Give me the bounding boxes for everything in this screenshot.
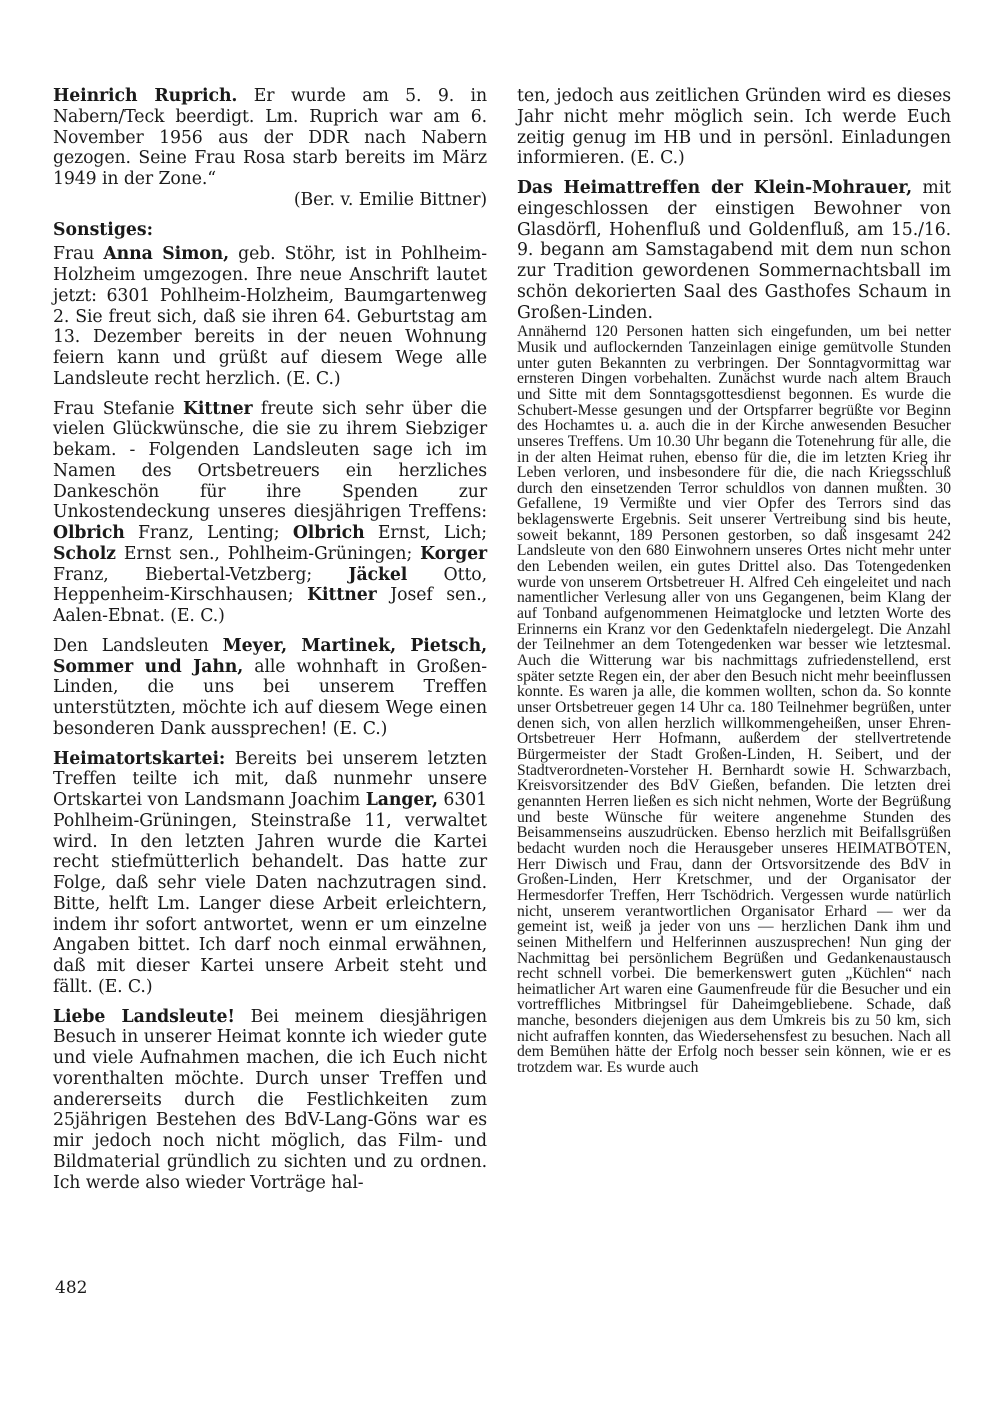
paragraph-report-small-print: Annähernd 120 Personen hatten sich eingefunden, um bei netter Musik und auflockernden Tanzeinlagen einige gemütvolle Stunden unter guten Bekannten zu verbringen. Der Sonntagvormittag war ernsteren Dingen vorbehalten. Zunächst wurde nach altem Brauch und Sitte mit dem Sonntagsgottesdienst begonnen. Es wurde die Schubert-Messe gesungen und der Ortspfarrer begrüßte vor Beginn des Hochamtes u. a. auch die in der Kirche anwesenden Besucher unseres Treffens. Um 10.30 Uhr begann die Totenehrung für alle, die in der alten Heimat ruhen, ebenso für die, die im letzten Krieg ihr Leben verloren, und insbesondere für die, die nach Kriegsschluß durch den einsetzenden Terror schuldlos von dannen mußten. 30 Gefallene, 19 Vermißte und vier Opfer des Terrors sind das beklagenswerte Ergebnis. Seit unserer Vertreibung sind bis heute, soweit bekannt, 189 Personen gestorben, so daß insgesamt 242 Landsleute von den 680 Einwohnern unseres Ortes nicht mehr unter den Lebenden weilen, ein gutes Drittel also. Das Totengedenken wurde von unserem Ortsbetreuer H. Alfred Ceh eingeleitet und nach namentlicher Verlesung aller von uns Gegangenen, beim Klang der auf Tonband aufgenommenen Heimatglocke und letzten Worte des Erinnerns ein Kranz vor den Gedenktafeln niedergelegt. Die Anzahl der Teilnehmer an dem Totengedenken war besser wie letztesmal. Auch die Witterung war bis nachmittags zufriedenstellend, erst später setzte Regen ein, der aber den Besuch nicht mehr beeinflussen konnte. Es waren ja alle, die kommen wollten, schon da. So konnte unser Ortsbetreuer gegen 14 Uhr ca. 180 Teilnehmer begrüßen, unter denen sich, von allen herzlich willkommengeheißen, unser Ehren-Ortsbetreuer Herr Hofmann, außerdem der stellvertretende Bürgermeister der Stadt Großen-Linden, H. Seibert, und der Stadtverordneten-Vorsteher H. Bernhardt sowie H. Schwarzbach, Kreisvorsitzender des BdV Gießen, befanden. Die letzten drei genannten Herren ließen es sich nicht nehmen, Worte der Begrüßung und beste Wünsche für weitere angenehme Stunden des Beisammenseins auszudrücken. Ebenso herzlich mit Beifallsgrüßen bedacht wurden noch die Herausgeber unseres HEIMATBOTEN, Herr Diwisch und Frau, dann der Ortsvorsitzende des BdV in Großen-Linden, Herr Kretschmer, und der Organisator der Hermesdorfer Treffen, Herr Tschödrich. Vergessen wurde natürlich nicht, unserem verantwortlichen Organisator Erhard — wer da gemeint ist, weiß ja jeder von uns — herzlichen Dank ihm und seinen Mithelfern und Helferinnen auszusprechen! Nun ging der Nachmittag bei persönlichem Begrüßen und Gedankenaustausch recht schnell vorbei. Die bemerkenswert guten „Küchlen“ nach heimatlicher Art waren eine Gaumenfreude für die Besucher und ein vortreffliches Mitbringsel für Daheimgebliebene. Schade, daß manche, besonders diejenigen aus dem Umkreis bis zu 50 km, sich nicht aufraffen konnten, das Wiedersehensfest zu besuchen. Nach all dem Bemühen hätte der Erfolg noch besser sein können, wie er es trotzdem war. Es wurde auch [517, 323, 951, 1077]
paragraph-continuation: ten, jedoch aus zeitlichen Gründen wird es dieses Jahr nicht mehr möglich sein. Ich werde Euch zeitig genug im HB und in persönl. Einladungen informieren. (E. C.) [517, 86, 951, 169]
paragraph-ruprich: Heinrich Ruprich. Er wurde am 5. 9. in Nabern/Teck beerdigt. Lm. Ruprich war am 6. November 1956 aus der DDR nach Nabern gezogen. Seine Frau Rosa starb bereits im März 1949 in der Zone.“ (Ber. v. Emilie Bittner) [53, 86, 488, 210]
name-bold: Anna Simon, [103, 244, 230, 265]
name-bold: Langer, [365, 790, 438, 810]
section-lead-bold: Das Heimattreffen der Klein-Mohrauer, [517, 178, 913, 198]
paragraph-heimattreffen: Das Heimattreffen der Klein-Mohrauer, mit eingeschlossen der einstigen Bewohner von Glasdörfl, Hohenfluß und Goldenfluß, am 15./16. 9. begann am Samstagabend mit dem nun schon zur Tradition gewordenen Sommernachtsball im schön dekorierten Saal des Gasthofes Schaum in Großen-Linden. [517, 178, 951, 323]
names-bold: Meyer, Martinek, Pietsch, Sommer und Jahn, [53, 635, 487, 677]
name-bold: Olbrich [292, 523, 365, 543]
page-number: 482 [55, 1278, 88, 1298]
paragraph-dank: Den Landsleuten Meyer, Martinek, Pietsch, Sommer und Jahn, alle wohnhaft in Großen-Linden, die uns bei unserem Treffen unterstützten, möchte ich auf diesem Wege einen besonderen Dank aussprechen! (E. C.) [53, 635, 488, 739]
name-bold: Heinrich Ruprich. [53, 86, 238, 106]
section-heading-sonstiges: Sonstiges: [53, 219, 154, 240]
name-bold: Scholz [53, 543, 116, 564]
name-bold: Kittner [307, 585, 377, 606]
section-lead-bold: Liebe Landsleute! [53, 1006, 235, 1027]
signature: (Ber. v. Emilie Bittner) [293, 189, 487, 210]
section-lead-bold: Heimatortskartei: [53, 748, 226, 769]
name-bold: Korger [420, 543, 487, 564]
paragraph-simon: Frau Anna Simon, geb. Stöhr, ist in Pohlheim-Holzheim umgezogen. Ihre neue Anschrift lautet jetzt: 6301 Pohlheim-Holzheim, Baumgartenweg 2. Sie freut sich, daß sie ihren 64. Geburtstag am 13. Dezember bereits in der neuen Wohnung feiern kann und grüßt auf diesem Wege alle Landsleute recht herzlich. (E. C.) [53, 244, 487, 389]
left-column [53, 86, 487, 1193]
paragraph-heimatortskartei: Heimatortskartei: Bereits bei unserem letzten Treffen teilte ich mit, daß nunmehr unsere Ortskartei von Landsmann Joachim Langer, 6301 Pohlheim-Grüningen, Steinstraße 11, verwaltet wird. In den letzten Jahren wurde die Kartei recht stiefmütterlich behandelt. Das hatte zur Folge, daß sehr viele Daten nachzutragen sind. Bitte, helft Lm. Langer diese Arbeit erleichtern, indem ihr sofort antwortet, wenn er um einzelne Angaben bittet. Ich darf noch einmal erwähnen, daß mit dieser Kartei unsere Arbeit steht und fällt. (E. C.) [53, 748, 488, 997]
name-bold: Kittner [182, 398, 253, 419]
paragraph-kittner: Frau Stefanie Kittner freute sich sehr über die vielen Glückwünsche, die sie zu ihrem Siebziger bekam. - Folgenden Landsleuten sage ich im Namen des Ortsbetreuers ein herzliches Dankeschön für ihre Spenden zur Unkostendeckung unseres diesjährigen Treffens: Olbrich Franz, Lenting; Olbrich Ernst, Lich; Scholz Ernst sen., Pohlheim-Grüningen; Korger Franz, Biebertal-Vetzberg; Jäckel Otto, Heppenheim-Kirschhausen; Kittner Josef sen., Aalen-Ebnat. (E. C.) [53, 398, 487, 626]
paragraph-liebe-landsleute: Liebe Landsleute! Bei meinem diesjährigen Besuch in unserer Heimat konnte ich wieder gute und viele Aufnahmen machen, die ich Euch nicht vorenthalten möchte. Durch unser Treffen und andererseits durch die Festlichkeiten zum 25jährigen Bestehen des BdV-Lang-Göns war es mir jedoch noch nicht möglich, das Film- und Bildmaterial gründlich zu sichten und zu ordnen. Ich werde also wieder Vorträge hal- [53, 1006, 487, 1193]
name-bold: Jäckel [348, 564, 408, 585]
name-bold: Olbrich [53, 523, 125, 543]
right-column [517, 86, 951, 1076]
